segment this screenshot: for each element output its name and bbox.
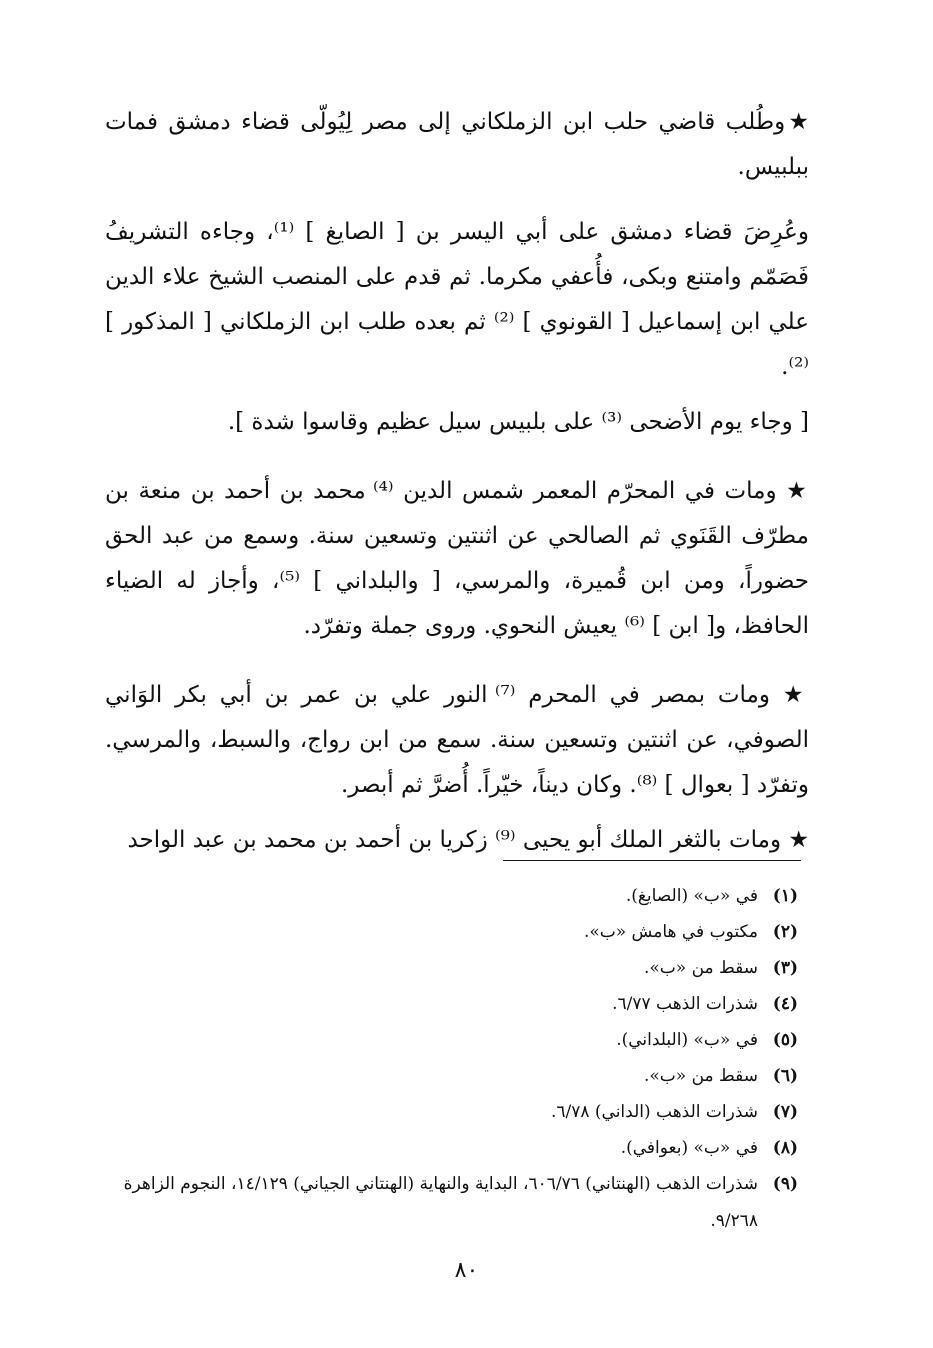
footnote-number: (٥) — [772, 1030, 798, 1050]
footnote-4 — [100, 986, 798, 1022]
footnote-1 — [100, 878, 798, 914]
footnote-7 — [100, 1094, 798, 1130]
footnote-text: في «ب» (بعوافي). — [620, 1138, 758, 1158]
footnote-number: (٣) — [772, 958, 798, 978]
footnote-8 — [100, 1130, 798, 1166]
footnote-text: شذرات الذهب (الهنتاني) ٦٠٦/٧٦، البداية والنهاية (الهنتاني الجياني) ١٤/١٢٩، النجوم الزاهرة ٩/٢٦٨. — [123, 1174, 758, 1231]
footnote-2 — [100, 914, 798, 950]
footnote-text: سقط من «ب». — [643, 958, 758, 978]
footnote-text: سقط من «ب». — [643, 1066, 758, 1086]
footnote-text: مكتوب في هامش «ب». — [583, 922, 758, 942]
footnote-9 — [100, 1166, 798, 1240]
paragraph-6: ★ ومات بالثغر الملك أبو يحيى ⁽⁹⁾ زكريا بن أحمد بن محمد بن عبد الواحد — [127, 827, 809, 853]
paragraph-2: وعُرِضَ قضاء دمشق على أبي اليسر بن [ الصايغ ] ⁽¹⁾، وجاءه التشريفُ فَصَمّم وامتنع وبكى، فأُعفي مكرما. ثم قدم على المنصب الشيخ علاء الدين علي ابن إسماعيل [ القونوي ] ⁽²⁾ ثم بعده طلب ابن الزملكاني [ المذكور ] ⁽²⁾. — [105, 219, 810, 380]
paragraph-3: [ وجاء يوم الأضحى ⁽³⁾ على بلبيس سيل عظيم وقاسوا شدة ]. — [227, 409, 809, 435]
footnote-number: (٢) — [772, 922, 798, 942]
footnote-number: (٨) — [772, 1138, 798, 1158]
footnote-number: (٦) — [772, 1066, 798, 1086]
footnote-3 — [100, 950, 798, 986]
footnote-text: في «ب» (الصايغ). — [625, 886, 758, 906]
footnote-number: (٩) — [772, 1174, 798, 1194]
footnote-6 — [100, 1058, 798, 1094]
footnotes — [100, 878, 798, 1240]
main-text — [105, 100, 809, 863]
page-number: ٨٠ — [454, 1258, 479, 1283]
footnote-separator — [503, 860, 801, 861]
footnote-text: في «ب» (البلداني). — [616, 1030, 758, 1050]
paragraph-1: ★وطُلب قاضي حلب ابن الزملكاني إلى مصر لِيُولّى قضاء دمشق فمات ببلبيس. — [105, 109, 809, 180]
footnote-number: (١) — [772, 886, 798, 906]
paragraph-5: ★ ومات بمصر في المحرم ⁽⁷⁾ النور علي بن عمر بن أبي بكر الوَاني الصوفي، عن اثنتين وتسعين سنة. سمع من ابن رواج، والسبط، والمرسي. وتفرّد [ بعوال ] ⁽⁸⁾. وكان ديناً، خيّراً. أُضرَّ ثم أبصر. — [105, 682, 810, 798]
footnote-5 — [100, 1022, 798, 1058]
paragraph-4: ★ ومات في المحرّم المعمر شمس الدين ⁽⁴⁾ محمد بن أحمد بن منعة بن مطرّف القَنَوي ثم الصالحي عن اثنتين وتسعين سنة. وسمع من عبد الحق حضوراً، ومن ابن قُميرة، والمرسي، [ والبلداني ] ⁽⁵⁾، وأجاز له الضياء الحافظ، و[ ابن ] ⁽⁶⁾ يعيش النحوي. وروى جملة وتفرّد. — [105, 478, 809, 639]
footnote-text: شذرات الذهب (الداني) ٦/٧٨. — [550, 1102, 758, 1122]
footnote-number: (٧) — [772, 1102, 798, 1122]
footnote-text: شذرات الذهب ٦/٧٧. — [612, 994, 758, 1014]
footnote-number: (٤) — [772, 994, 798, 1014]
